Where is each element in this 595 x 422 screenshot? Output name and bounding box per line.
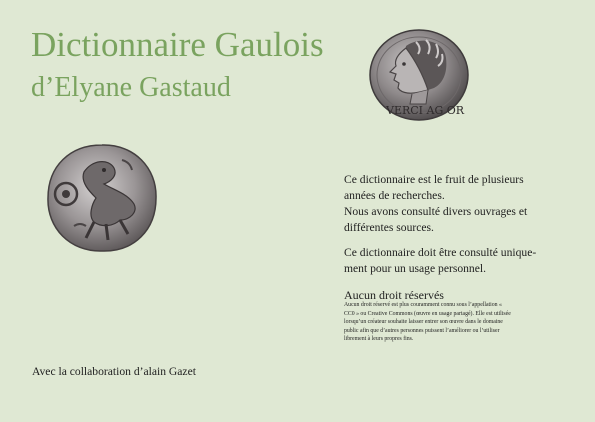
collaboration-credit: Avec la collaboration d’alain Gazet: [32, 365, 196, 378]
rights-line: CC0 » ou Creative Commons (œuvre en usage partagé). Elle est utilisée: [344, 310, 511, 317]
intro-line: différentes sources.: [344, 221, 434, 234]
usage-line: Ce dictionnaire doit être consulté unique-: [344, 246, 537, 259]
gaulish-coin-head-icon: [368, 28, 470, 122]
intro-line: Nous avons consulté divers ouvrages et: [344, 205, 528, 218]
rights-text: [344, 301, 556, 344]
rights-line: Aucun droit réservé est plus couramment connu sous l’appellation «: [344, 302, 502, 308]
coin-head-legend: VERCI AG OR: [386, 104, 465, 117]
intro-line: années de recherches.: [344, 189, 445, 202]
intro-text: [344, 172, 554, 236]
usage-text: [344, 245, 554, 277]
usage-line: ment pour un usage personnel.: [344, 262, 486, 275]
page-subtitle: d’Elyane Gastaud: [31, 72, 231, 103]
rights-line: lorsqu’un créateur souhaite laisser entrer son œuvre dans le domaine: [344, 319, 503, 326]
gaulish-coin-horse-icon: [44, 142, 160, 254]
rights-heading: Aucun droit réservés: [344, 288, 444, 302]
rights-line: public afin que d’autres personnes puissent l’améliorer ou l’utiliser: [344, 327, 500, 334]
rights-line: librement à leurs propres fins.: [344, 336, 414, 343]
page-title: Dictionnaire Gaulois: [31, 25, 324, 64]
intro-line: Ce dictionnaire est le fruit de plusieurs: [344, 173, 524, 186]
